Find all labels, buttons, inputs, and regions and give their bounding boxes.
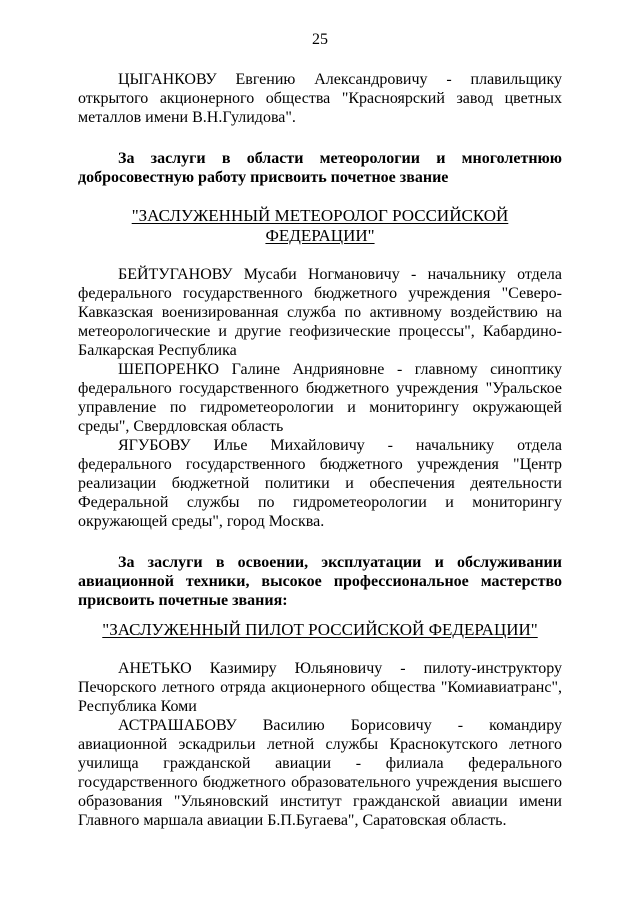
section-intro-aviation: За заслуги в освоении, эксплуатации и обслуживании авиационной техники, высокое профессиональное мастерство присвоить почетные звания: [78, 554, 562, 609]
award-paragraph-tsygankov: ЦЫГАНКОВУ Евгению Александровичу - плавильщику открытого акционерного общества "Красноярский завод цветных металлов имени В.Н.Гулидова". [78, 71, 562, 126]
document-body [78, 70, 562, 830]
page-number: 25 [312, 31, 328, 48]
award-paragraph-beytuganov: БЕЙТУГАНОВУ Мусаби Ногмановичу - начальнику отдела федерального государственного бюджетного учреждения "Северо-Кавказская военизированная служба по активному воздействию на метеорологические и другие геофизические процессы", Кабардино-Балкарская Республика [78, 266, 562, 359]
award-paragraph-anetko: АНЕТЬКО Казимиру Юльяновичу - пилоту-инструктору Печорского летного отряда акционерного общества "Комиавиатранс", Республика Коми [78, 660, 562, 715]
title-meteorologist: "ЗАСЛУЖЕННЫЙ МЕТЕОРОЛОГ РОССИЙСКОЙ ФЕДЕРАЦИИ" [131, 206, 509, 245]
section-intro-meteorology: За заслуги в области метеорологии и многолетнюю добросовестную работу присвоить почетное звание [78, 150, 562, 186]
award-paragraph-astrashabov: АСТРАШАБОВУ Василию Борисовичу - командиру авиационной эскадрильи летной службы Краснокутского летного училища гражданской авиации - филиала федерального государственного бюджетного образовательного учреждения высшего образования "Ульяновский институт гражданской авиации имени Главного маршала авиации Б.П.Бугаева", Саратовская область. [78, 717, 562, 829]
award-paragraph-sheporenko: ШЕПОРЕНКО Галине Андрияновне - главному синоптику федерального государственного бюджетного учреждения "Уральское управление по гидрометеорологии и мониторингу окружающей среды", Свердловская область [78, 361, 562, 435]
title-pilot: "ЗАСЛУЖЕННЫЙ ПИЛОТ РОССИЙСКОЙ ФЕДЕРАЦИИ" [102, 620, 538, 639]
award-paragraph-yagubov: ЯГУБОВУ Илье Михайловичу - начальнику отдела федерального государственного бюджетного учреждения "Центр реализации бюджетной политики и обеспечения деятельности Федеральной службы по гидрометеорологии и мониторингу окружающей среды", город Москва. [78, 437, 562, 530]
